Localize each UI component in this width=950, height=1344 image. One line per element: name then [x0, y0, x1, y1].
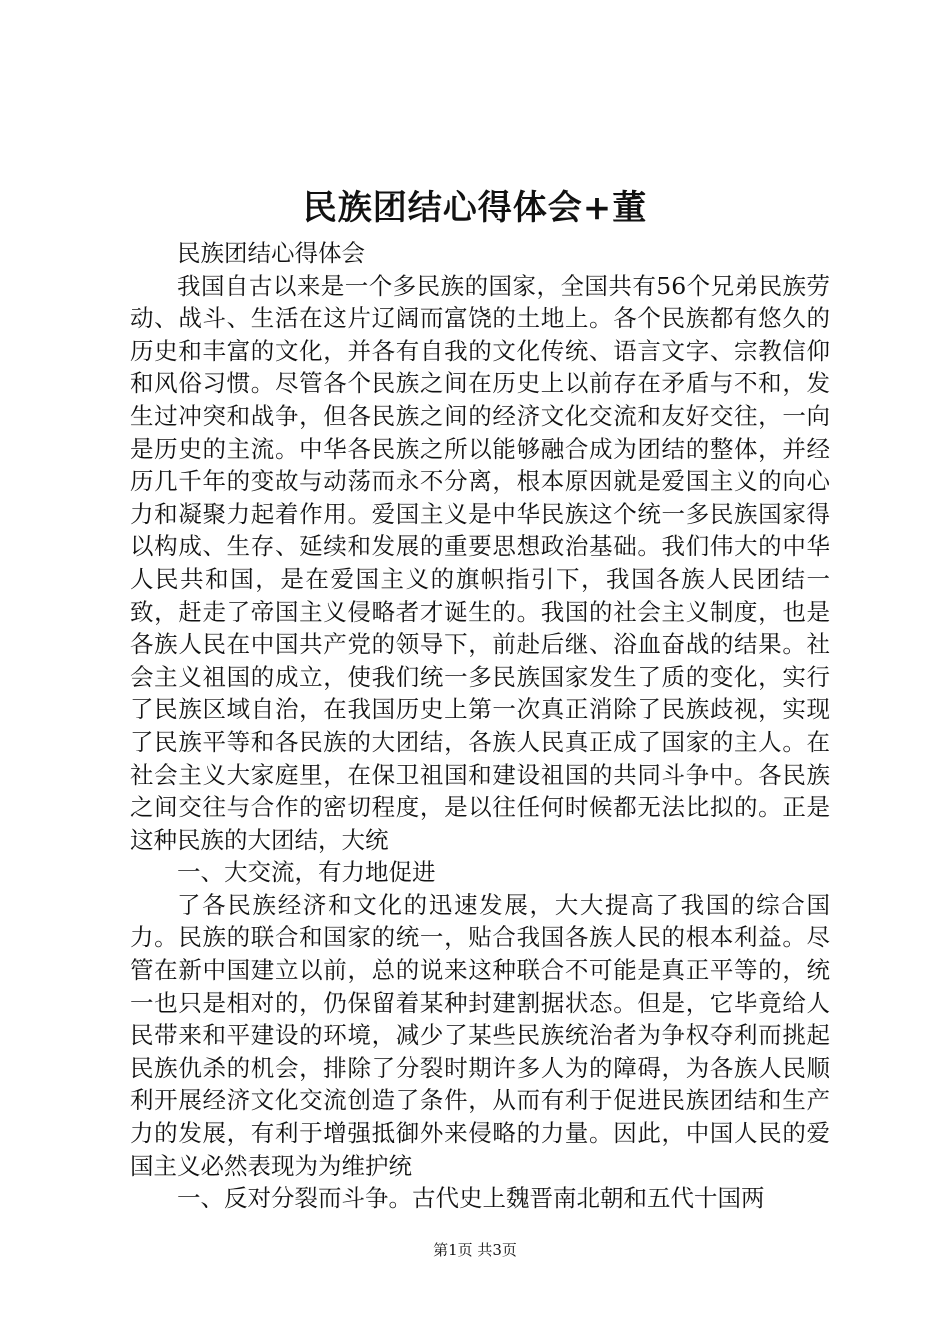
paragraph: 民族团结心得体会 — [177, 239, 365, 267]
paragraph: 一、反对分裂而斗争。古代史上魏晋南北朝和五代十国两 — [177, 1184, 765, 1213]
paragraph: 我国自古以来是一个多民族的国家，全国共有56个兄弟民族劳动、战斗、生活在这片辽阔而富饶的土地上。各个民族都有悠久的历史和丰富的文化，并各有自我的文化传统、语言文字、宗教信仰和风俗习惯。尽管各个民族之间在历史上以前存在矛盾与不和，发生过冲突和战争，但各民族之间的经济文化交流和友好交往，一向是历史的主流。中华各民族之所以能够融合成为团结的整体，并经历几千年的变故与动荡而永不分离，根本原因就是爱国主义的向心力和凝聚力起着作用。爱国主义是中华民族这个统一多民族国家得以构成、生存、延续和发展的重要思想政治基础。我们伟大的中华人民共和国，是在爱国主义的旗帜指引下，我国各族人民团结一致，赶走了帝国主义侵略者才诞生的。我国的社会主义制度，也是各族人民在中国共产党的领导下，前赴后继、浴血奋战的结果。社会主义祖国的成立，使我们统一多民族国家发生了质的变化，实行了民族区域自治，在我国历史上第一次真正消除了民族歧视，实现了民族平等和各民族的大团结，各族人民真正成了国家的主人。在社会主义大家庭里，在保卫祖国和建设祖国的共同斗争中。各民族之间交往与合作的密切程度，是以往任何时候都无法比拟的。正是这种民族的大团结，大统 — [130, 271, 830, 854]
page-footer: 第1页 共3页 — [433, 1241, 517, 1259]
paragraph: 了各民族经济和文化的迅速发展，大大提高了我国的综合国力。民族的联合和国家的统一，贴合我国各族人民的根本利益。尽管在新中国建立以前，总的说来这种联合不可能是真正平等的，统一也只是相对的，仍保留着某种封建割据状态。但是，它毕竟给人民带来和平建设的环境，减少了某些民族统治者为争权夺利而挑起民族仇杀的机会，排除了分裂时期许多人为的障碍，为各族人民顺利开展经济文化交流创造了条件，从而有利于促进民族团结和生产力的发展，有利于增强抵御外来侵略的力量。因此，中国人民的爱国主义必然表现为为维护统 — [130, 890, 830, 1180]
document-title: 民族团结心得体会+董 — [302, 188, 648, 228]
document-body — [130, 237, 830, 1215]
paragraph: 一、大交流，有力地促进 — [177, 858, 436, 887]
